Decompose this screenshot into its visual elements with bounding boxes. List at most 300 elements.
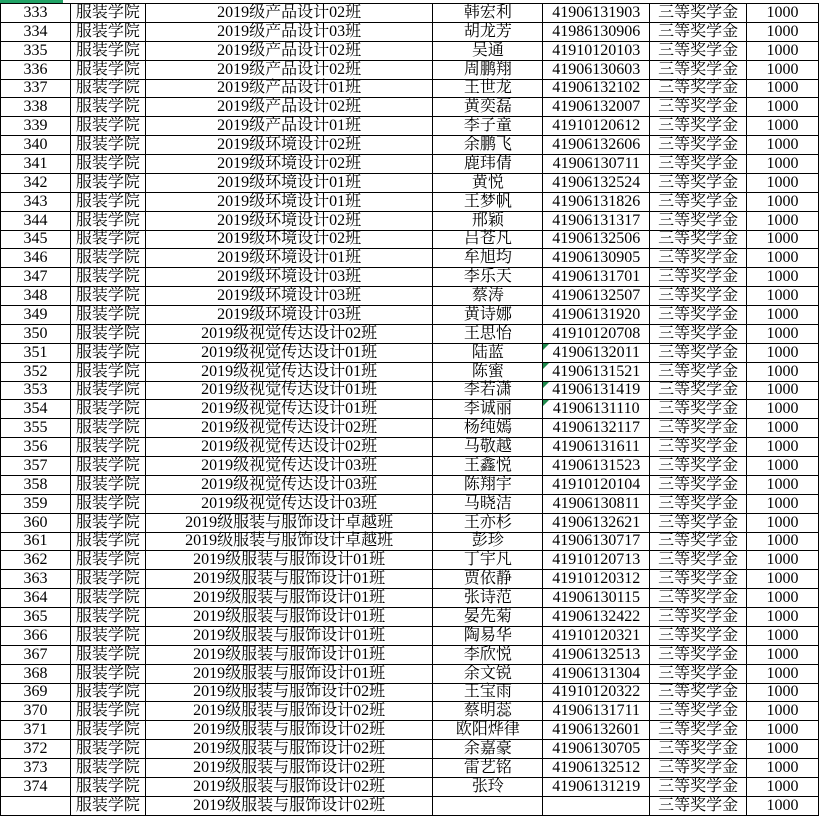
- cell-amount[interactable]: [747, 363, 819, 382]
- cell-class-name[interactable]: [146, 174, 434, 193]
- cell-student-id[interactable]: [543, 684, 650, 703]
- cell-award[interactable]: [650, 646, 747, 665]
- cell-student-id[interactable]: [543, 759, 650, 778]
- cell-row-number[interactable]: [1, 155, 71, 174]
- cell-award[interactable]: [650, 98, 747, 117]
- cell-student-id[interactable]: [543, 306, 650, 325]
- cell-award[interactable]: [650, 287, 747, 306]
- cell-row-number[interactable]: [1, 61, 71, 80]
- cell-college[interactable]: [71, 174, 146, 193]
- cell-amount[interactable]: [747, 23, 819, 42]
- cell-student-name[interactable]: [433, 495, 543, 514]
- cell-row-number[interactable]: [1, 419, 71, 438]
- cell-college[interactable]: [71, 155, 146, 174]
- cell-award[interactable]: [650, 23, 747, 42]
- cell-student-id[interactable]: [543, 268, 650, 287]
- cell-row-number[interactable]: [1, 665, 71, 684]
- cell-student-name[interactable]: [433, 514, 543, 533]
- cell-row-number[interactable]: [1, 212, 71, 231]
- cell-class-name[interactable]: [146, 306, 434, 325]
- cell-class-name[interactable]: [146, 759, 434, 778]
- cell-row-number[interactable]: [1, 363, 71, 382]
- cell-amount[interactable]: [747, 212, 819, 231]
- cell-student-id[interactable]: [543, 740, 650, 759]
- cell-amount[interactable]: [747, 495, 819, 514]
- cell-student-id[interactable]: [543, 400, 650, 419]
- cell-award[interactable]: [650, 759, 747, 778]
- cell-amount[interactable]: [747, 155, 819, 174]
- cell-award[interactable]: [650, 4, 747, 23]
- cell-student-name[interactable]: [433, 23, 543, 42]
- cell-college[interactable]: [71, 42, 146, 61]
- cell-student-id[interactable]: [543, 4, 650, 23]
- cell-college[interactable]: [71, 797, 146, 816]
- cell-row-number[interactable]: [1, 457, 71, 476]
- cell-amount[interactable]: [747, 533, 819, 552]
- cell-student-id[interactable]: [543, 476, 650, 495]
- cell-student-id[interactable]: [543, 136, 650, 155]
- cell-student-id[interactable]: [543, 212, 650, 231]
- cell-student-id[interactable]: [543, 231, 650, 250]
- cell-college[interactable]: [71, 287, 146, 306]
- cell-student-name[interactable]: [433, 287, 543, 306]
- cell-college[interactable]: [71, 268, 146, 287]
- cell-class-name[interactable]: [146, 212, 434, 231]
- cell-student-id[interactable]: [543, 193, 650, 212]
- cell-row-number[interactable]: [1, 400, 71, 419]
- cell-class-name[interactable]: [146, 4, 434, 23]
- cell-student-name[interactable]: [433, 268, 543, 287]
- cell-college[interactable]: [71, 249, 146, 268]
- cell-student-name[interactable]: [433, 174, 543, 193]
- cell-student-name[interactable]: [433, 155, 543, 174]
- cell-row-number[interactable]: [1, 702, 71, 721]
- cell-amount[interactable]: [747, 514, 819, 533]
- cell-amount[interactable]: [747, 457, 819, 476]
- cell-college[interactable]: [71, 514, 146, 533]
- cell-row-number[interactable]: [1, 268, 71, 287]
- cell-row-number[interactable]: [1, 136, 71, 155]
- cell-row-number[interactable]: [1, 287, 71, 306]
- cell-amount[interactable]: [747, 702, 819, 721]
- cell-class-name[interactable]: [146, 533, 434, 552]
- cell-student-name[interactable]: [433, 193, 543, 212]
- cell-student-id[interactable]: [543, 155, 650, 174]
- cell-student-name[interactable]: [433, 231, 543, 250]
- cell-student-id[interactable]: [543, 627, 650, 646]
- cell-amount[interactable]: [747, 193, 819, 212]
- cell-amount[interactable]: [747, 551, 819, 570]
- cell-award[interactable]: [650, 589, 747, 608]
- cell-student-id[interactable]: [543, 570, 650, 589]
- cell-student-name[interactable]: [433, 438, 543, 457]
- cell-award[interactable]: [650, 627, 747, 646]
- cell-amount[interactable]: [747, 570, 819, 589]
- cell-college[interactable]: [71, 665, 146, 684]
- cell-class-name[interactable]: [146, 400, 434, 419]
- cell-row-number[interactable]: [1, 476, 71, 495]
- cell-student-name[interactable]: [433, 4, 543, 23]
- cell-row-number[interactable]: [1, 533, 71, 552]
- cell-row-number[interactable]: [1, 514, 71, 533]
- cell-award[interactable]: [650, 419, 747, 438]
- cell-amount[interactable]: [747, 740, 819, 759]
- cell-award[interactable]: [650, 306, 747, 325]
- cell-student-id[interactable]: [543, 382, 650, 401]
- cell-college[interactable]: [71, 344, 146, 363]
- cell-row-number[interactable]: [1, 797, 71, 816]
- cell-row-number[interactable]: [1, 438, 71, 457]
- cell-college[interactable]: [71, 646, 146, 665]
- cell-student-name[interactable]: [433, 117, 543, 136]
- cell-class-name[interactable]: [146, 193, 434, 212]
- cell-class-name[interactable]: [146, 457, 434, 476]
- cell-college[interactable]: [71, 457, 146, 476]
- cell-class-name[interactable]: [146, 363, 434, 382]
- cell-award[interactable]: [650, 797, 747, 816]
- cell-row-number[interactable]: [1, 551, 71, 570]
- cell-student-name[interactable]: [433, 778, 543, 797]
- cell-amount[interactable]: [747, 80, 819, 99]
- cell-student-id[interactable]: [543, 665, 650, 684]
- cell-row-number[interactable]: [1, 759, 71, 778]
- cell-college[interactable]: [71, 495, 146, 514]
- cell-student-name[interactable]: [433, 98, 543, 117]
- cell-class-name[interactable]: [146, 438, 434, 457]
- cell-class-name[interactable]: [146, 476, 434, 495]
- cell-award[interactable]: [650, 344, 747, 363]
- cell-award[interactable]: [650, 665, 747, 684]
- cell-amount[interactable]: [747, 684, 819, 703]
- cell-row-number[interactable]: [1, 4, 71, 23]
- cell-amount[interactable]: [747, 627, 819, 646]
- cell-amount[interactable]: [747, 306, 819, 325]
- cell-college[interactable]: [71, 80, 146, 99]
- cell-college[interactable]: [71, 231, 146, 250]
- cell-row-number[interactable]: [1, 740, 71, 759]
- cell-college[interactable]: [71, 382, 146, 401]
- cell-award[interactable]: [650, 476, 747, 495]
- cell-class-name[interactable]: [146, 325, 434, 344]
- cell-class-name[interactable]: [146, 684, 434, 703]
- cell-award[interactable]: [650, 684, 747, 703]
- cell-college[interactable]: [71, 4, 146, 23]
- cell-row-number[interactable]: [1, 249, 71, 268]
- cell-student-id[interactable]: [543, 438, 650, 457]
- cell-class-name[interactable]: [146, 589, 434, 608]
- cell-row-number[interactable]: [1, 589, 71, 608]
- cell-student-name[interactable]: [433, 797, 543, 816]
- cell-award[interactable]: [650, 702, 747, 721]
- cell-student-id[interactable]: [543, 514, 650, 533]
- cell-student-id[interactable]: [543, 797, 650, 816]
- cell-college[interactable]: [71, 684, 146, 703]
- cell-row-number[interactable]: [1, 721, 71, 740]
- cell-college[interactable]: [71, 570, 146, 589]
- cell-student-name[interactable]: [433, 325, 543, 344]
- cell-amount[interactable]: [747, 98, 819, 117]
- cell-student-name[interactable]: [433, 212, 543, 231]
- cell-student-name[interactable]: [433, 476, 543, 495]
- cell-row-number[interactable]: [1, 231, 71, 250]
- cell-college[interactable]: [71, 193, 146, 212]
- cell-student-id[interactable]: [543, 495, 650, 514]
- cell-row-number[interactable]: [1, 193, 71, 212]
- cell-class-name[interactable]: [146, 570, 434, 589]
- cell-class-name[interactable]: [146, 419, 434, 438]
- cell-student-id[interactable]: [543, 23, 650, 42]
- cell-class-name[interactable]: [146, 551, 434, 570]
- cell-award[interactable]: [650, 721, 747, 740]
- cell-student-id[interactable]: [543, 702, 650, 721]
- cell-class-name[interactable]: [146, 268, 434, 287]
- cell-student-name[interactable]: [433, 684, 543, 703]
- cell-amount[interactable]: [747, 665, 819, 684]
- cell-student-name[interactable]: [433, 42, 543, 61]
- cell-row-number[interactable]: [1, 42, 71, 61]
- cell-student-id[interactable]: [543, 325, 650, 344]
- cell-award[interactable]: [650, 61, 747, 80]
- cell-award[interactable]: [650, 136, 747, 155]
- cell-college[interactable]: [71, 98, 146, 117]
- cell-college[interactable]: [71, 400, 146, 419]
- cell-student-name[interactable]: [433, 608, 543, 627]
- cell-amount[interactable]: [747, 608, 819, 627]
- cell-award[interactable]: [650, 457, 747, 476]
- cell-award[interactable]: [650, 740, 747, 759]
- cell-class-name[interactable]: [146, 665, 434, 684]
- cell-row-number[interactable]: [1, 646, 71, 665]
- cell-amount[interactable]: [747, 174, 819, 193]
- cell-amount[interactable]: [747, 797, 819, 816]
- cell-college[interactable]: [71, 363, 146, 382]
- cell-class-name[interactable]: [146, 627, 434, 646]
- cell-college[interactable]: [71, 533, 146, 552]
- cell-student-name[interactable]: [433, 702, 543, 721]
- cell-student-id[interactable]: [543, 42, 650, 61]
- cell-class-name[interactable]: [146, 155, 434, 174]
- cell-amount[interactable]: [747, 382, 819, 401]
- cell-student-id[interactable]: [543, 589, 650, 608]
- cell-student-id[interactable]: [543, 344, 650, 363]
- cell-college[interactable]: [71, 212, 146, 231]
- cell-student-id[interactable]: [543, 778, 650, 797]
- cell-amount[interactable]: [747, 589, 819, 608]
- cell-amount[interactable]: [747, 778, 819, 797]
- cell-student-name[interactable]: [433, 665, 543, 684]
- cell-student-name[interactable]: [433, 551, 543, 570]
- cell-class-name[interactable]: [146, 646, 434, 665]
- cell-row-number[interactable]: [1, 117, 71, 136]
- cell-award[interactable]: [650, 268, 747, 287]
- cell-student-name[interactable]: [433, 457, 543, 476]
- cell-award[interactable]: [650, 212, 747, 231]
- cell-row-number[interactable]: [1, 684, 71, 703]
- cell-class-name[interactable]: [146, 98, 434, 117]
- cell-class-name[interactable]: [146, 42, 434, 61]
- cell-student-name[interactable]: [433, 740, 543, 759]
- cell-student-id[interactable]: [543, 533, 650, 552]
- cell-award[interactable]: [650, 42, 747, 61]
- cell-class-name[interactable]: [146, 80, 434, 99]
- cell-college[interactable]: [71, 419, 146, 438]
- cell-award[interactable]: [650, 608, 747, 627]
- cell-student-name[interactable]: [433, 249, 543, 268]
- cell-amount[interactable]: [747, 249, 819, 268]
- cell-student-name[interactable]: [433, 306, 543, 325]
- cell-class-name[interactable]: [146, 61, 434, 80]
- cell-row-number[interactable]: [1, 174, 71, 193]
- cell-award[interactable]: [650, 193, 747, 212]
- cell-student-id[interactable]: [543, 608, 650, 627]
- cell-student-id[interactable]: [543, 117, 650, 136]
- cell-class-name[interactable]: [146, 778, 434, 797]
- cell-amount[interactable]: [747, 136, 819, 155]
- cell-row-number[interactable]: [1, 382, 71, 401]
- cell-student-name[interactable]: [433, 570, 543, 589]
- cell-award[interactable]: [650, 400, 747, 419]
- cell-award[interactable]: [650, 155, 747, 174]
- cell-college[interactable]: [71, 627, 146, 646]
- cell-student-name[interactable]: [433, 344, 543, 363]
- cell-award[interactable]: [650, 325, 747, 344]
- cell-student-id[interactable]: [543, 363, 650, 382]
- cell-student-name[interactable]: [433, 589, 543, 608]
- cell-student-id[interactable]: [543, 457, 650, 476]
- cell-class-name[interactable]: [146, 117, 434, 136]
- cell-college[interactable]: [71, 608, 146, 627]
- cell-award[interactable]: [650, 80, 747, 99]
- cell-row-number[interactable]: [1, 495, 71, 514]
- cell-student-id[interactable]: [543, 98, 650, 117]
- cell-college[interactable]: [71, 778, 146, 797]
- cell-award[interactable]: [650, 570, 747, 589]
- cell-college[interactable]: [71, 325, 146, 344]
- cell-class-name[interactable]: [146, 136, 434, 155]
- cell-amount[interactable]: [747, 400, 819, 419]
- cell-student-name[interactable]: [433, 721, 543, 740]
- cell-amount[interactable]: [747, 42, 819, 61]
- cell-amount[interactable]: [747, 325, 819, 344]
- cell-student-name[interactable]: [433, 627, 543, 646]
- cell-row-number[interactable]: [1, 23, 71, 42]
- cell-amount[interactable]: [747, 721, 819, 740]
- cell-college[interactable]: [71, 117, 146, 136]
- cell-amount[interactable]: [747, 476, 819, 495]
- cell-class-name[interactable]: [146, 740, 434, 759]
- cell-class-name[interactable]: [146, 514, 434, 533]
- cell-student-name[interactable]: [433, 646, 543, 665]
- cell-student-id[interactable]: [543, 80, 650, 99]
- cell-award[interactable]: [650, 363, 747, 382]
- cell-award[interactable]: [650, 533, 747, 552]
- cell-class-name[interactable]: [146, 287, 434, 306]
- cell-amount[interactable]: [747, 117, 819, 136]
- cell-row-number[interactable]: [1, 98, 71, 117]
- cell-class-name[interactable]: [146, 231, 434, 250]
- cell-amount[interactable]: [747, 268, 819, 287]
- cell-student-id[interactable]: [543, 287, 650, 306]
- cell-student-id[interactable]: [543, 419, 650, 438]
- cell-college[interactable]: [71, 759, 146, 778]
- cell-student-name[interactable]: [433, 419, 543, 438]
- cell-student-name[interactable]: [433, 136, 543, 155]
- cell-college[interactable]: [71, 136, 146, 155]
- cell-amount[interactable]: [747, 759, 819, 778]
- cell-student-id[interactable]: [543, 61, 650, 80]
- cell-student-name[interactable]: [433, 400, 543, 419]
- cell-college[interactable]: [71, 551, 146, 570]
- cell-amount[interactable]: [747, 231, 819, 250]
- cell-student-id[interactable]: [543, 646, 650, 665]
- cell-college[interactable]: [71, 721, 146, 740]
- cell-award[interactable]: [650, 117, 747, 136]
- cell-award[interactable]: [650, 382, 747, 401]
- cell-college[interactable]: [71, 306, 146, 325]
- cell-class-name[interactable]: [146, 495, 434, 514]
- cell-row-number[interactable]: [1, 80, 71, 99]
- cell-award[interactable]: [650, 778, 747, 797]
- cell-student-id[interactable]: [543, 721, 650, 740]
- cell-student-name[interactable]: [433, 80, 543, 99]
- cell-amount[interactable]: [747, 646, 819, 665]
- cell-row-number[interactable]: [1, 778, 71, 797]
- cell-student-name[interactable]: [433, 61, 543, 80]
- cell-class-name[interactable]: [146, 702, 434, 721]
- cell-class-name[interactable]: [146, 608, 434, 627]
- cell-college[interactable]: [71, 740, 146, 759]
- cell-class-name[interactable]: [146, 23, 434, 42]
- cell-award[interactable]: [650, 551, 747, 570]
- cell-student-name[interactable]: [433, 759, 543, 778]
- cell-college[interactable]: [71, 589, 146, 608]
- cell-award[interactable]: [650, 249, 747, 268]
- cell-student-id[interactable]: [543, 551, 650, 570]
- cell-class-name[interactable]: [146, 721, 434, 740]
- cell-college[interactable]: [71, 476, 146, 495]
- cell-student-name[interactable]: [433, 363, 543, 382]
- cell-class-name[interactable]: [146, 797, 434, 816]
- cell-amount[interactable]: [747, 419, 819, 438]
- cell-amount[interactable]: [747, 344, 819, 363]
- cell-row-number[interactable]: [1, 344, 71, 363]
- cell-award[interactable]: [650, 174, 747, 193]
- cell-amount[interactable]: [747, 61, 819, 80]
- cell-college[interactable]: [71, 23, 146, 42]
- cell-row-number[interactable]: [1, 608, 71, 627]
- cell-award[interactable]: [650, 514, 747, 533]
- cell-amount[interactable]: [747, 287, 819, 306]
- cell-row-number[interactable]: [1, 325, 71, 344]
- cell-row-number[interactable]: [1, 627, 71, 646]
- cell-class-name[interactable]: [146, 344, 434, 363]
- cell-college[interactable]: [71, 438, 146, 457]
- cell-student-name[interactable]: [433, 382, 543, 401]
- cell-amount[interactable]: [747, 4, 819, 23]
- cell-student-id[interactable]: [543, 249, 650, 268]
- cell-student-name[interactable]: [433, 533, 543, 552]
- cell-award[interactable]: [650, 231, 747, 250]
- cell-student-id[interactable]: [543, 174, 650, 193]
- cell-amount[interactable]: [747, 438, 819, 457]
- cell-award[interactable]: [650, 495, 747, 514]
- cell-row-number[interactable]: [1, 570, 71, 589]
- cell-row-number[interactable]: [1, 306, 71, 325]
- cell-college[interactable]: [71, 61, 146, 80]
- cell-class-name[interactable]: [146, 382, 434, 401]
- cell-class-name[interactable]: [146, 249, 434, 268]
- cell-college[interactable]: [71, 702, 146, 721]
